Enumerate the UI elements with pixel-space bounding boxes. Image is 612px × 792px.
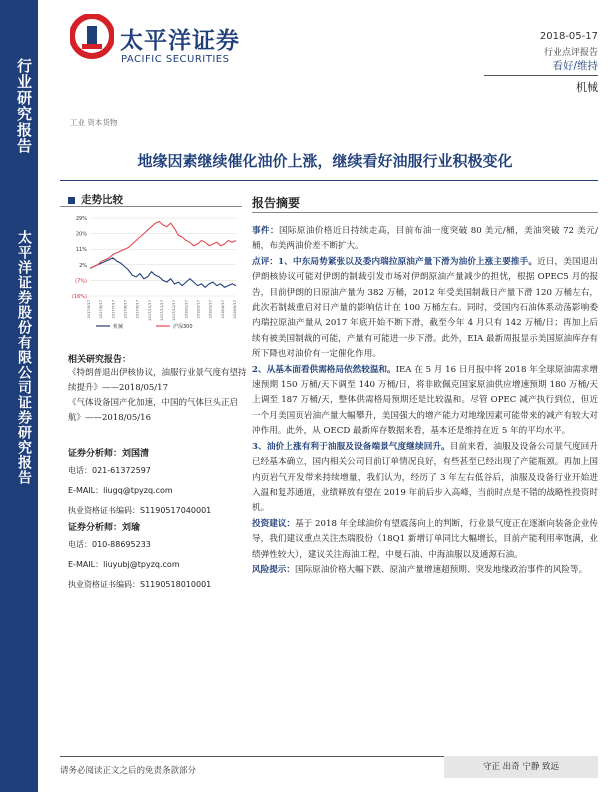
point-paragraph: 2、从基本面看供需格局依然较温和。IEA 在 5 月 16 日月报中将 2018 年全球原油需求增速预期 150 万桶/天下调至 140 万桶/日，将非欧佩克国家原油供应增速预期 180 万桶/天上调至 187 万桶/天，整体供需格局预期还是比较温和。尽管 OPEC 减产执行到位，但近一个月美国页岩油产量大幅攀升，美国强大的增产能力对地缘因素可能带来的减产有较大对冲作用。此外，从 OECD 最新库存数据来看，基本还是维持在近 5 年的平均水平。 <box>252 364 598 437</box>
analyst-phone: 电话：021-61372597 <box>68 466 151 475</box>
chart-y-axis <box>72 216 87 300</box>
sidebar-company-label: 太平洋证券股份有限公司证券研究报告 <box>16 230 32 485</box>
trend-chart <box>60 208 242 338</box>
summary-body <box>252 224 598 578</box>
y-tick-label: 29% <box>75 216 87 222</box>
footer-divider <box>60 756 444 757</box>
analyst-name: 证券分析师：刘国清 <box>68 449 150 459</box>
chart-grid <box>90 218 236 296</box>
header-divider <box>484 75 598 76</box>
report-type: 行业点评报告 <box>543 48 598 58</box>
x-tick-label: 2017/5/17 <box>87 300 91 319</box>
analyst-name: 证券分析师：刘瑜 <box>68 523 141 533</box>
x-tick-label: 2018/4/17 <box>220 300 225 319</box>
series-line <box>90 258 236 287</box>
y-tick-label: 2% <box>79 262 87 269</box>
report-date: 2018-05-17 <box>539 31 598 42</box>
analyst-license: 执业资格证书编码：S1190518010001 <box>68 580 212 589</box>
series-line <box>90 222 236 269</box>
rating: 看好/维持 <box>552 60 598 72</box>
footer-motto: 守正 出奇 宁静 致远 <box>444 756 598 778</box>
trend-divider <box>60 206 242 207</box>
analyst-email[interactable]: E-MAIL：liugq@tpyzq.com <box>68 486 173 495</box>
page-title: 地缘因素继续催化油价上涨，继续看好油服行业积极变化 <box>137 152 513 170</box>
brand-name-cn: 太平洋证券 <box>120 28 240 54</box>
analyst-license: 执业资格证书编码：S1190517040001 <box>68 506 212 515</box>
y-tick-label: 20% <box>75 231 87 238</box>
x-tick-label: 2017/12/17 <box>172 300 177 321</box>
chart-series <box>90 222 236 288</box>
trend-heading: 走势比较 <box>68 192 123 207</box>
x-tick-label: 2018/1/17 <box>184 300 189 319</box>
x-tick-label: 2018/3/17 <box>208 300 213 319</box>
footer-disclaimer: 请务必阅读正文之后的免责条款部分 <box>60 766 197 776</box>
brand-name-en: PACIFIC SECURITIES <box>121 54 230 65</box>
x-tick-label: 2018/2/17 <box>196 300 201 319</box>
breadcrumb: 工业 资本货物 <box>70 118 118 127</box>
y-tick-label: 11% <box>75 247 87 254</box>
investment-paragraph: 投资建议：基于 2018 年全球油价有望震荡向上的判断，行业景气度正在逐渐向装备企业传导，我们建议重点关注杰瑞股份（18Q1 新增订单同比大幅增长，目前产能利用率饱满，业绩弹性较大），建议关注海油工程，中曼石油、中海油服以及通源石油。 <box>252 518 598 560</box>
summary-divider <box>252 212 598 213</box>
related-item[interactable]: 《气体设备国产化加速，中国的气体巨头正启航》——2018/05/16 <box>68 398 239 423</box>
legend-label: 机械 <box>113 324 124 330</box>
x-tick-label: 2017/7/17 <box>111 300 116 319</box>
x-tick-label: 2017/11/17 <box>160 300 164 321</box>
point-paragraph: 3、油价上涨有利于油服及设备端景气度继续回升。目前来看，油服及设备公司景气度回升已经基本确立，国内相关公司目前订单情况良好，有些甚至已经出现了产能瓶颈。再加上国内页岩气开发带来持续增量，我们认为，经历了 3 年左右低谷后，油服及设备行业开始进入温和复苏通道，业绩释放有望在 2019 年前后步入高峰，当前时点是不错的战略性投资时机。 <box>252 441 598 514</box>
sidebar <box>0 0 38 792</box>
chart-x-axis <box>87 300 237 321</box>
related-item[interactable]: 《特朗普退出伊核协议，油服行业景气度有望持续提升》——2018/05/17 <box>68 368 247 393</box>
sidebar-report-category: 行业研究报告 <box>15 58 33 154</box>
x-tick-label: 2017/6/17 <box>99 300 104 319</box>
x-tick-label: 2017/10/17 <box>147 300 152 321</box>
x-tick-label: 2017/9/17 <box>135 300 140 319</box>
x-tick-label: 2017/8/17 <box>123 300 128 319</box>
summary-heading: 报告摘要 <box>252 196 301 210</box>
chart-legend <box>96 323 193 330</box>
x-tick-label: 2018/5/17 <box>233 300 237 319</box>
risk-paragraph: 风险提示：国际原油价格大幅下跌、原油产量增速超预期、突发地缘政治事件的风险等。 <box>252 564 588 575</box>
point-paragraph: 点评：1、中东局势紧张以及委内瑞拉原油产量下滑为油价上涨主要推手。近日，美国退出伊朗核协议可能对伊朗的制裁引发市场对伊朗原油产量减少的担忧，根据 OPEC5 月的报告，目前伊朗的日原油产量为 382 万桶，2012 年受美国制裁日产量下滑 120 万桶左右，此次若制裁重启对日产量的影响估计在 100 万桶左右。同时，受国内石油体系动荡影响委内瑞拉原油产量从 2017 年底开始不断下滑，截至今年 4 月只有 142 万桶/日；再加上后续有被美国制裁的可能，产量有可能进一步下滑。此外，EIA 最新周报显示美国原油库存有所下降也对油价有一定催化作用。 <box>252 256 598 360</box>
analyst-phone: 电话：010-88695233 <box>68 540 151 549</box>
related-list <box>68 366 248 426</box>
analyst-email[interactable]: E-MAIL：liuyubj@tpyzq.com <box>68 560 180 569</box>
event-paragraph: 事件：国际原油价格近日持续走高，目前布油一度突破 80 美元/桶，美油突破 72 美元/桶，布美两油价差不断扩大。 <box>252 226 598 252</box>
square-bullet-icon <box>68 197 75 204</box>
related-heading: 相关研究报告： <box>68 355 132 365</box>
title-divider <box>60 180 598 181</box>
sector: 机械 <box>576 81 598 94</box>
y-tick-label: (7%) <box>75 278 87 285</box>
company-logo-icon <box>70 14 114 70</box>
legend-label: 沪深300 <box>173 324 193 330</box>
y-tick-label: (16%) <box>71 294 87 300</box>
